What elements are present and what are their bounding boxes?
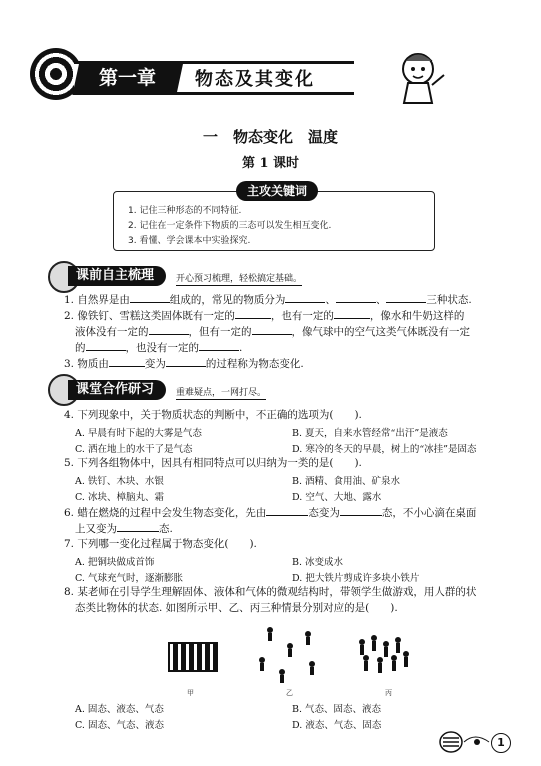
crowd-liquid-illustration xyxy=(359,635,409,673)
answer-blank[interactable] xyxy=(166,356,206,367)
answer-blank[interactable] xyxy=(235,308,271,319)
option-5b[interactable]: B. 酒精、食用油、矿泉水 xyxy=(292,476,401,487)
answer-blank[interactable] xyxy=(336,292,376,303)
question-2-line-3: 的 ，也没有一定的 . xyxy=(75,342,243,354)
page-number: 1 xyxy=(491,733,511,753)
option-5a[interactable]: A. 铁钉、木块、水银 xyxy=(75,476,164,487)
figure-label-jia: 甲 xyxy=(187,689,194,697)
question-4: 4. 下列现象中，关于物质状态的判断中，不正确的选项为( ). xyxy=(64,409,362,421)
answer-blank[interactable] xyxy=(86,340,126,351)
crowd-figure xyxy=(150,620,430,692)
key-points-badge: 主攻关键词 xyxy=(236,181,318,201)
answer-blank[interactable] xyxy=(252,324,292,335)
question-7: 7. 下列哪一变化过程属于物态变化( ). xyxy=(64,538,257,550)
crowd-gas-illustration xyxy=(259,627,315,683)
answer-blank[interactable] xyxy=(117,521,159,532)
question-6: 6. 蜡在燃烧的过程中会发生物态变化，先由 态变为 态，不小心滴在桌面 xyxy=(64,507,477,519)
question-2: 2. 像铁钉、雪糕这类固体既有一定的 ，也有一定的 ，像水和牛奶这样的 xyxy=(64,310,465,322)
option-7a[interactable]: A. 把铜块做成首饰 xyxy=(75,557,155,568)
answer-blank[interactable] xyxy=(130,292,170,303)
question-1: 1. 自然界是由 组成的，常见的物质分为 、 、 三种状态. xyxy=(64,294,472,306)
lesson-label: 第 1 课时 xyxy=(241,156,300,171)
key-point-item: 1. 记住三种形态的不同特征. xyxy=(128,206,242,216)
key-point-item: 3. 看懂、学会课本中实验探究. xyxy=(128,236,251,246)
figure-label-yi: 乙 xyxy=(286,689,293,697)
answer-blank[interactable] xyxy=(199,340,239,351)
answer-blank[interactable] xyxy=(334,308,370,319)
answer-blank[interactable] xyxy=(109,356,145,367)
section-title: 一 物态变化 温度 xyxy=(202,128,338,146)
question-6-line-2: 上又变为 态. xyxy=(75,523,173,535)
option-4c[interactable]: C. 洒在地上的水干了是气态 xyxy=(75,444,193,455)
key-point-item: 2. 记住在一定条件下物质的三态可以发生相互变化. xyxy=(128,221,332,231)
mascot-illustration xyxy=(388,45,450,105)
class-header: 课堂合作研习 xyxy=(68,380,166,400)
answer-blank[interactable] xyxy=(149,324,189,335)
answer-blank[interactable] xyxy=(340,505,382,516)
answer-blank[interactable] xyxy=(386,292,426,303)
question-5: 5. 下列各组物体中，因具有相同特点可以归纳为一类的是( ). xyxy=(64,457,362,469)
option-4a[interactable]: A. 早晨有时下起的大雾是气态 xyxy=(75,428,202,439)
option-7b[interactable]: B. 冰变成水 xyxy=(292,557,344,568)
crowd-solid-illustration xyxy=(168,642,218,672)
question-2-line-2: 液体没有一定的 ，但有一定的 ，像气球中的空气这类气体既没有一定 xyxy=(75,326,470,338)
chapter-label: 第一章 xyxy=(72,61,183,95)
chapter-subtitle: 物态及其变化 xyxy=(195,69,315,90)
preview-header: 课前自主梳理 xyxy=(68,266,166,286)
class-note: 重难疑点，一网打尽。 xyxy=(176,385,266,400)
option-5d[interactable]: D. 空气、大地、露水 xyxy=(292,492,382,503)
option-8d[interactable]: D. 液态、气态、固态 xyxy=(292,720,382,731)
option-7d[interactable]: D. 把大铁片剪成许多块小铁片 xyxy=(292,573,420,584)
option-8b[interactable]: B. 气态、固态、液态 xyxy=(292,704,382,715)
page-corner-decoration xyxy=(437,728,491,754)
option-4b[interactable]: B. 夏天，自来水管经常“出汗”是液态 xyxy=(292,428,448,439)
question-8: 8. 某老师在引导学生理解固体、液体和气体的微观结构时，带领学生做游戏，用人群的状 xyxy=(64,586,477,598)
option-8a[interactable]: A. 固态、液态、气态 xyxy=(75,704,164,715)
preview-note: 开心预习梳理，轻松搞定基础。 xyxy=(176,271,302,286)
option-4d[interactable]: D. 寒冷的冬天的早晨，树上的“冰挂”是固态 xyxy=(292,444,477,455)
figure-label-bing: 丙 xyxy=(385,689,392,697)
option-5c[interactable]: C. 冰块、樟脑丸、霜 xyxy=(75,492,164,503)
option-8c[interactable]: C. 固态、气态、液态 xyxy=(75,720,164,731)
question-3: 3. 物质由 变为 的过程称为物态变化. xyxy=(64,358,304,370)
question-8-line-2: 态类比物体的状态. 如图所示甲、乙、丙三种情景分别对应的是( ). xyxy=(75,602,398,614)
answer-blank[interactable] xyxy=(285,292,325,303)
option-7c[interactable]: C. 气球充气时，逐渐膨胀 xyxy=(75,573,183,584)
answer-blank[interactable] xyxy=(266,505,308,516)
chapter-banner xyxy=(30,48,360,100)
